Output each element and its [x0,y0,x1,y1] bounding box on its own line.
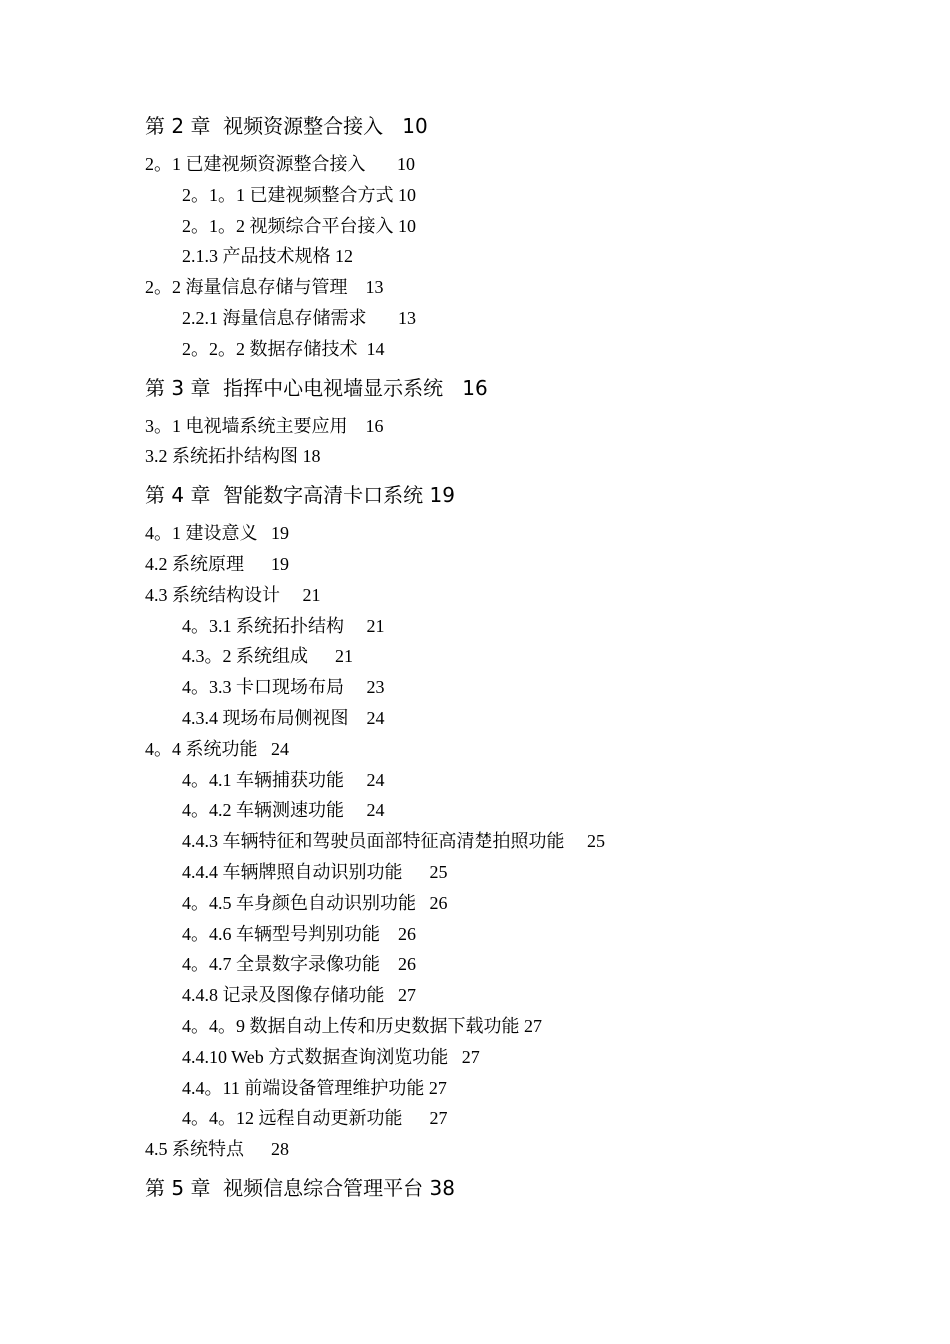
toc-chapter-heading: 第 3 章 指挥中心电视墙显示系统 16 [145,375,488,400]
toc-subsection-entry: 4。3.3 卡口现场布局 23 [182,677,385,698]
toc-subsection-entry: 2。1。1 已建视频整合方式 10 [182,184,416,205]
toc-subsection-entry: 2。2。2 数据存储技术 14 [182,338,385,359]
toc-subsection-entry: 4.3。2 系统组成 21 [182,646,353,667]
toc-subsection-entry: 4。4.6 车辆型号判别功能 26 [182,923,416,944]
toc-subsection-entry: 4。4。12 远程自动更新功能 27 [182,1108,448,1129]
toc-subsection-entry: 4。4。9 数据自动上传和历史数据下载功能 27 [182,1015,542,1036]
toc-subsection-entry: 4.4.4 车辆牌照自动识别功能 25 [182,861,448,882]
toc-subsection-entry: 4。4.1 车辆捕获功能 24 [182,769,385,790]
toc-section-entry: 4。1 建设意义 19 [145,523,289,544]
toc-section-entry: 4.3 系统结构设计 21 [145,584,321,605]
toc-subsection-entry: 4。4.5 车身颜色自动识别功能 26 [182,892,448,913]
toc-subsection-entry: 4.4.10 Web 方式数据查询浏览功能 27 [182,1046,480,1067]
toc-subsection-entry: 4。4.2 车辆测速功能 24 [182,800,385,821]
toc-subsection-entry: 4.3.4 现场布局侧视图 24 [182,707,385,728]
toc-chapter-heading: 第 4 章 智能数字高清卡口系统 19 [145,483,455,508]
toc-section-entry: 3。1 电视墙系统主要应用 16 [145,415,384,436]
toc-section-entry: 2。1 已建视频资源整合接入 10 [145,154,415,174]
toc-section-entry: 4.5 系统特点 28 [145,1139,289,1160]
toc-chapter-heading: 第 5 章 视频信息综合管理平台 38 [145,1175,455,1200]
toc-subsection-entry: 2.1.3 产品技术规格 12 [182,246,353,267]
toc-subsection-entry: 2.2.1 海量信息存储需求 13 [182,307,416,328]
toc-subsection-entry: 4.4.3 车辆特征和驾驶员面部特征高清楚拍照功能 25 [182,831,605,852]
toc-section-entry: 2。2 海量信息存储与管理 13 [145,277,384,298]
toc-section-entry: 4。4 系统功能 24 [145,738,289,759]
toc-subsection-entry: 4.4.8 记录及图像存储功能 27 [182,985,416,1006]
table-of-contents [145,108,865,1211]
toc-subsection-entry: 4.4。11 前端设备管理维护功能 27 [182,1077,447,1098]
toc-subsection-entry: 4。3.1 系统拓扑结构 21 [182,615,385,636]
toc-section-entry: 4.2 系统原理 19 [145,553,289,574]
toc-subsection-entry: 4。4.7 全景数字录像功能 26 [182,954,416,975]
toc-chapter-heading: 第 2 章 视频资源整合接入 10 [145,114,428,138]
toc-section-entry: 3.2 系统拓扑结构图 18 [145,446,321,467]
toc-subsection-entry: 2。1。2 视频综合平台接入 10 [182,215,416,236]
